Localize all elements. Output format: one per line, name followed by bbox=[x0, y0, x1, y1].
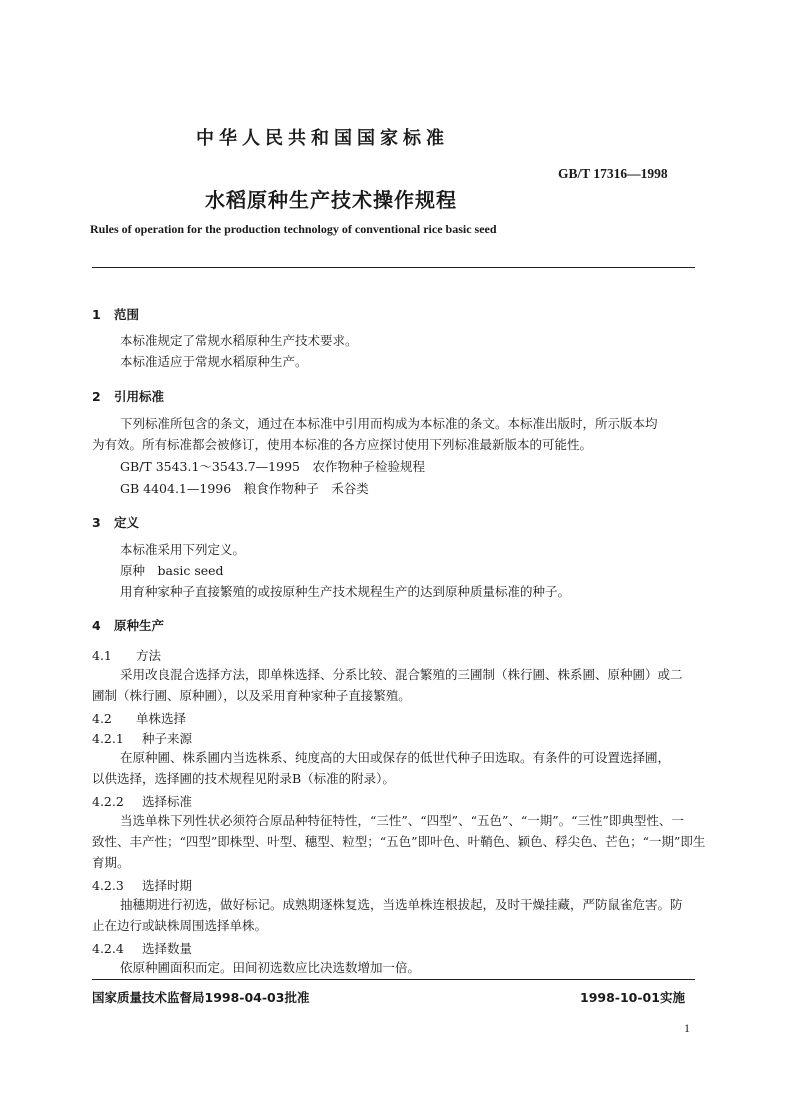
subsection-4-2-4-heading bbox=[92, 939, 192, 957]
subsection-number: 4.2.3 bbox=[92, 878, 124, 893]
paragraph-line: 致性、丰产性；“四型”即株型、叶型、穗型、粒型；“五色”即叶色、叶鞘色、颖色、稃尖色、芒色；“一期”即生 bbox=[92, 834, 706, 849]
approval-date: 国家质量技术监督局1998-04-03批准 bbox=[92, 990, 310, 1005]
page-number: 1 bbox=[684, 1021, 690, 1035]
paragraph-line: 为有效。所有标准都会被修订，使用本标准的各方应探讨使用下列标准最新版本的可能性。 bbox=[92, 437, 593, 452]
paragraph-line: 育期。 bbox=[92, 855, 130, 870]
paragraph: 本标准适应于常规水稻原种生产。 bbox=[120, 354, 308, 369]
subsection-title: 选择标准 bbox=[142, 794, 193, 809]
section-2-heading bbox=[92, 387, 164, 405]
section-1-heading bbox=[92, 305, 139, 323]
section-number: 3 bbox=[92, 515, 101, 530]
subsection-title: 种子来源 bbox=[142, 731, 193, 746]
document-title: 水稻原种生产技术操作规程 bbox=[205, 188, 457, 212]
section-number: 2 bbox=[92, 389, 101, 404]
subsection-title: 选择时期 bbox=[142, 878, 193, 893]
paragraph-line: 当选单株下列性状必须符合原品种特征特性，“三性”、“四型”、“五色”、“一期”。“三性”即典型性、一 bbox=[120, 813, 684, 828]
subsection-title: 选择数量 bbox=[142, 941, 193, 956]
subsection-4-2-3-heading bbox=[92, 876, 192, 894]
definition-text: 用育种家种子直接繁殖的或按原种生产技术规程生产的达到原种质量标准的种子。 bbox=[120, 584, 571, 599]
section-4-heading bbox=[92, 616, 164, 634]
subsection-title: 方法 bbox=[136, 648, 162, 663]
section-title: 原种生产 bbox=[114, 618, 165, 633]
paragraph-line: 止在边行或缺株周围选择单株。 bbox=[92, 918, 268, 933]
subsection-4-2-1-heading bbox=[92, 729, 192, 747]
paragraph-line: 以供选择，选择圃的技术规程见附录B（标准的附录）。 bbox=[92, 771, 395, 786]
reference-item: GB/T 3543.1～3543.7—1995 农作物种子检验规程 bbox=[120, 459, 425, 474]
subsection-4-1-heading bbox=[92, 646, 161, 664]
document-title-english: Rules of operation for the production technology of conventional rice basic seed bbox=[90, 222, 497, 236]
reference-item: GB 4404.1—1996 粮食作物种子 禾谷类 bbox=[120, 481, 369, 496]
subsection-4-2-2-heading bbox=[92, 792, 192, 810]
subsection-title: 单株选择 bbox=[136, 711, 187, 726]
subsection-number: 4.2 bbox=[92, 711, 112, 726]
subsection-4-2-heading bbox=[92, 709, 186, 727]
subsection-number: 4.1 bbox=[92, 648, 112, 663]
subsection-number: 4.2.4 bbox=[92, 941, 124, 956]
paragraph: 本标准规定了常规水稻原种生产技术要求。 bbox=[120, 333, 358, 348]
paragraph-line: 圃制（株行圃、原种圃），以及采用育种家种子直接繁殖。 bbox=[92, 688, 411, 703]
paragraph-line: 采用改良混合选择方法，即单株选择、分系比较、混合繁殖的三圃制（株行圃、株系圃、原种圃）或二 bbox=[120, 667, 683, 682]
paragraph-line: 依原种圃面积而定。田间初选数应比决选数增加一倍。 bbox=[120, 960, 421, 975]
definition-term: 原种 basic seed bbox=[120, 563, 224, 578]
section-title: 定义 bbox=[114, 515, 140, 530]
paragraph: 本标准采用下列定义。 bbox=[120, 542, 246, 557]
section-title: 引用标准 bbox=[114, 389, 165, 404]
national-standard-title: 中华人民共和国国家标准 bbox=[196, 128, 449, 149]
paragraph-line: 在原种圃、株系圃内当选株系、纯度高的大田或保存的低世代种子田选取。有条件的可设置选择圃， bbox=[120, 750, 671, 765]
footer-divider bbox=[92, 979, 695, 980]
section-number: 1 bbox=[92, 307, 101, 322]
paragraph-line: 下列标准所包含的条文，通过在本标准中引用而构成为本标准的条文。本标准出版时，所示版本均 bbox=[120, 416, 658, 431]
effective-date: 1998-10-01实施 bbox=[580, 990, 685, 1005]
section-title: 范围 bbox=[114, 307, 140, 322]
standard-code: GB/T 17316—1998 bbox=[558, 166, 668, 181]
section-3-heading bbox=[92, 513, 139, 531]
subsection-number: 4.2.2 bbox=[92, 794, 124, 809]
paragraph-line: 抽穗期进行初选，做好标记。成熟期逐株复选，当选单株连根拔起，及时干燥挂藏，严防鼠雀危害。防 bbox=[120, 897, 683, 912]
subsection-number: 4.2.1 bbox=[92, 731, 124, 746]
section-number: 4 bbox=[92, 618, 101, 633]
header-divider bbox=[92, 267, 695, 268]
